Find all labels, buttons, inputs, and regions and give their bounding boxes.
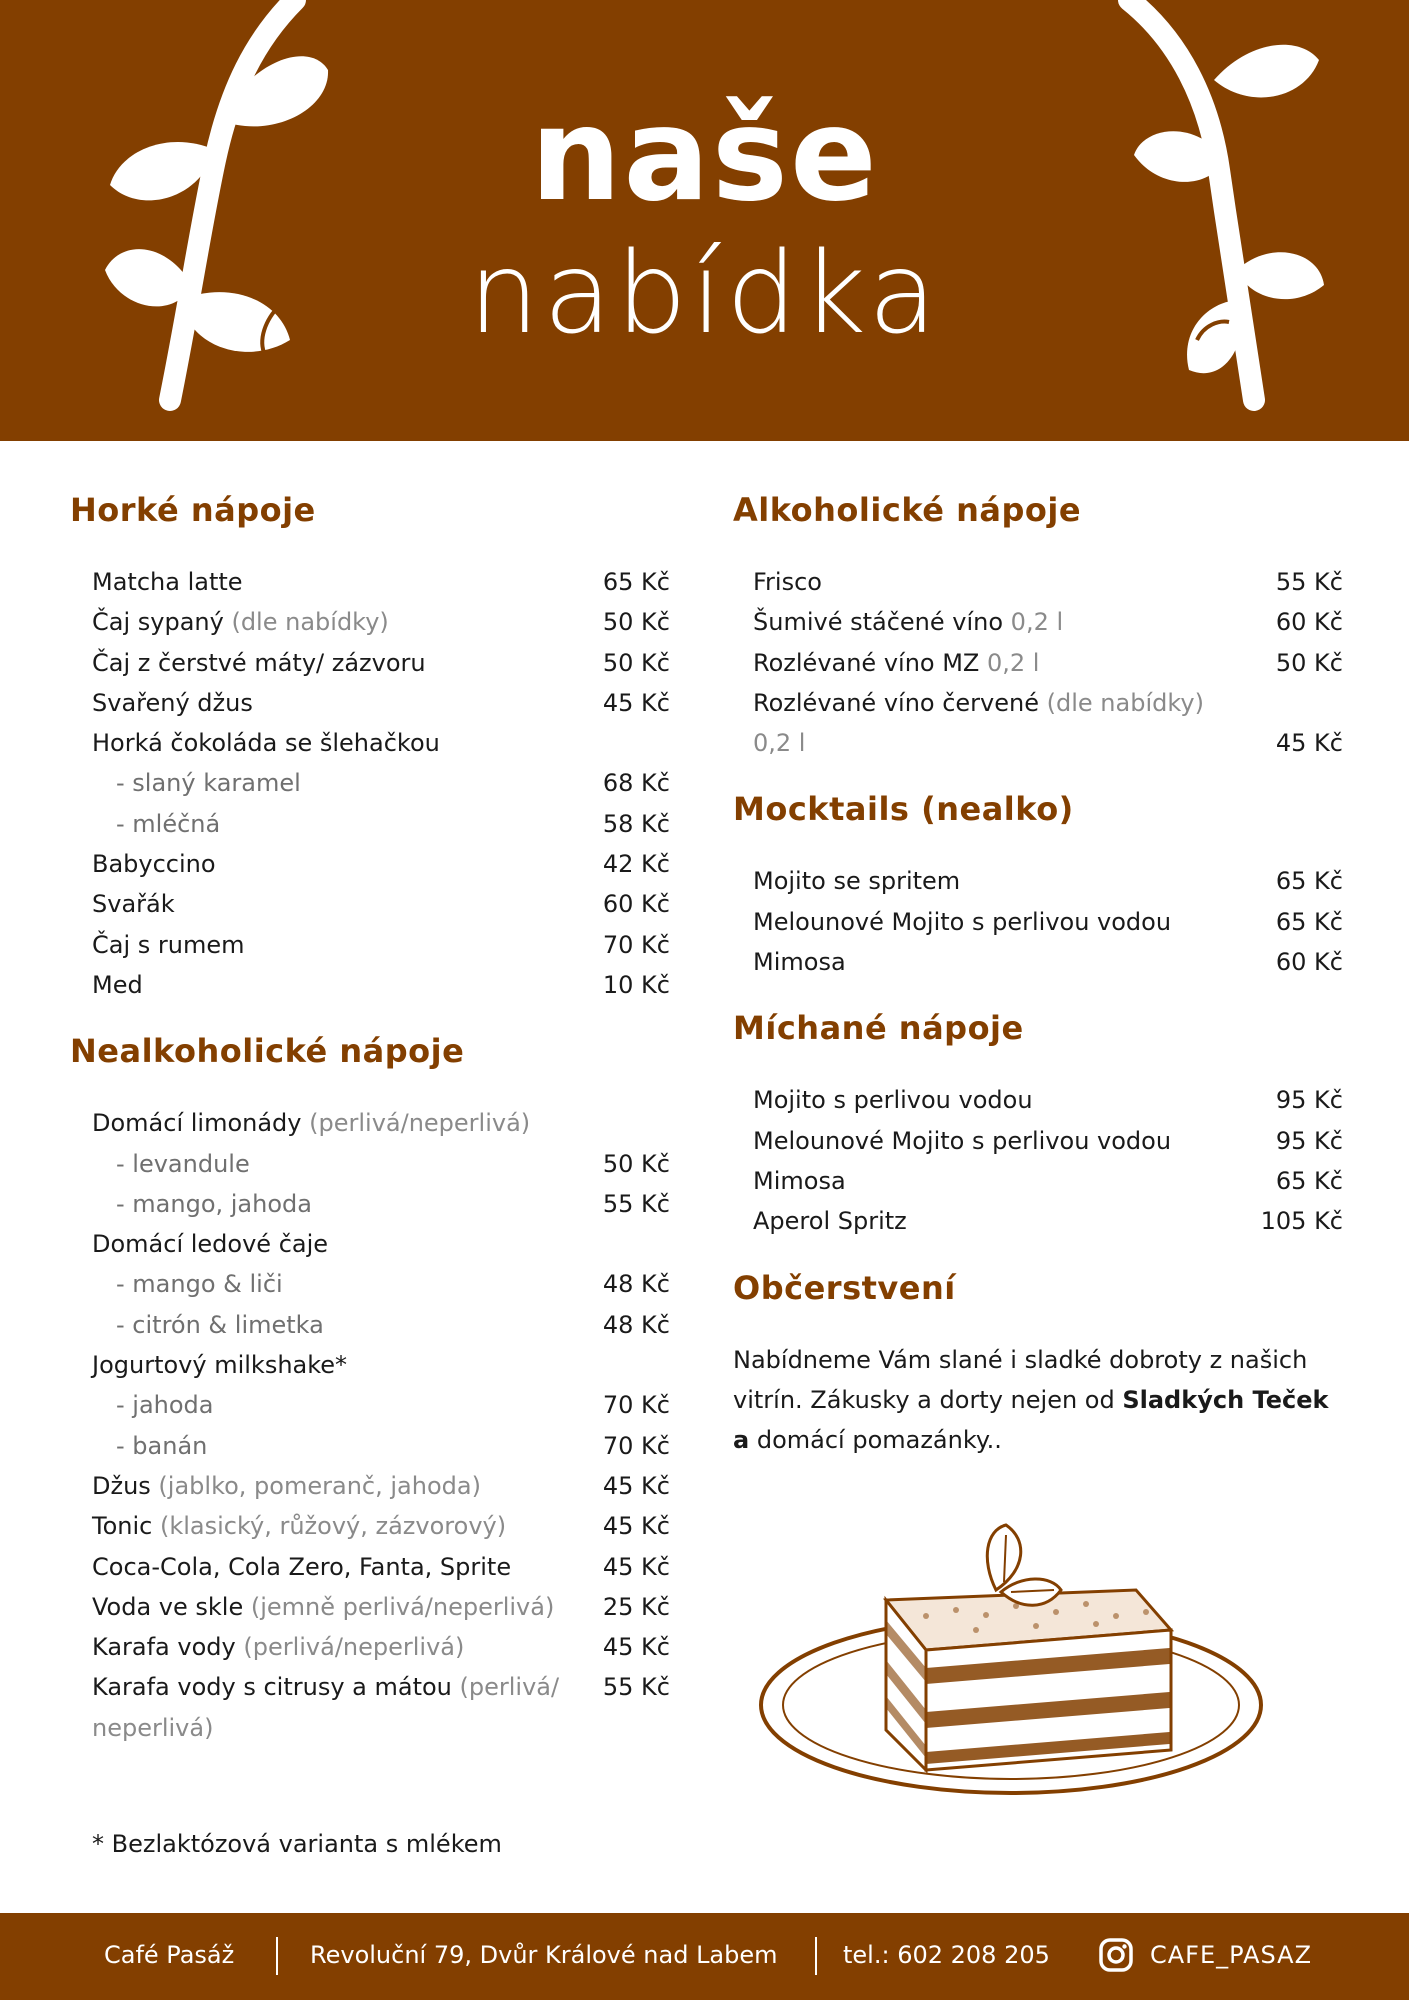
item-label: Džus: [92, 1471, 151, 1500]
item-label: Šumivé stáčené víno: [753, 608, 1004, 637]
item-price: 55 Kč: [1275, 568, 1343, 596]
menu-list: [733, 1080, 1343, 1241]
item-note: (jablko, pomeranč, jahoda): [150, 1471, 481, 1500]
menu-item: [92, 643, 670, 683]
item-price: 70 Kč: [602, 1431, 670, 1460]
cake-illustration-icon: [756, 1520, 1276, 1810]
menu-item: [92, 1506, 670, 1546]
item-name: [92, 884, 580, 924]
header-banner: [0, 0, 1409, 441]
menu-item: [92, 1466, 670, 1506]
menu-list: [733, 861, 1343, 982]
item-label: Voda ve skle: [92, 1592, 244, 1621]
menu-item: [753, 942, 1343, 982]
item-price: 95 Kč: [1275, 1086, 1343, 1115]
item-name: [92, 1426, 580, 1466]
item-price: 65 Kč: [602, 568, 670, 596]
menu-item: [753, 643, 1343, 683]
item-label: Tonic: [92, 1512, 153, 1541]
menu-subitem: [92, 763, 670, 803]
item-price: 55 Kč: [602, 1673, 670, 1702]
menu-subitem: [92, 1184, 670, 1224]
item-label: Karafa vody: [92, 1633, 236, 1662]
menu-item: [753, 861, 1343, 901]
item-name: [92, 1305, 580, 1345]
menu-item: [92, 925, 670, 965]
menu-item: [753, 602, 1343, 642]
right-column: [733, 488, 1343, 1484]
item-price: 65 Kč: [1275, 867, 1343, 896]
menu-item: [92, 683, 670, 723]
menu-list: [70, 1103, 670, 1748]
item-label: Babyccino: [92, 850, 216, 879]
item-name: [753, 942, 1253, 982]
item-label: Med: [92, 970, 143, 999]
section-title: Mocktails (nealko): [733, 790, 1074, 829]
item-price: 45 Kč: [602, 1552, 670, 1581]
item-label: Frisco: [753, 568, 822, 596]
item-name: [92, 1506, 580, 1546]
menu-item: [92, 723, 670, 763]
item-name: [92, 723, 580, 763]
snacks-description: [733, 1340, 1343, 1461]
item-label: Jogurtový milkshake*: [92, 1351, 348, 1380]
section-mocktails: [733, 787, 1343, 982]
menu-subitem: [92, 1305, 670, 1345]
item-label: - levandule: [116, 1149, 250, 1178]
instagram-handle[interactable]: CAFE_PASAZ: [1150, 1941, 1313, 1969]
item-price: 50 Kč: [602, 648, 670, 677]
item-label: - citrón & limetka: [116, 1310, 324, 1339]
cafe-phone: tel.: 602 208 205: [843, 1941, 1050, 1969]
item-name: [92, 965, 580, 1005]
item-price: 60 Kč: [1275, 948, 1343, 977]
item-label: Domácí limonády: [92, 1109, 302, 1138]
item-name: [92, 804, 580, 844]
lactose-footnote: * Bezlaktózová varianta s mlékem: [92, 1830, 502, 1858]
item-note: (klasický, růžový, zázvorový): [152, 1512, 507, 1541]
item-label: Svařák: [92, 890, 175, 919]
menu-list: [733, 562, 1343, 763]
vine-right-icon: [1089, 0, 1349, 441]
item-note: 0,2 l: [1003, 608, 1064, 637]
item-label: - mango & liči: [116, 1270, 283, 1299]
item-price: 48 Kč: [602, 1310, 670, 1339]
item-name: [92, 602, 580, 642]
item-note: (perlivá/neperlivá): [235, 1633, 465, 1662]
section-hot-drinks: [70, 488, 670, 1005]
menu-item: [753, 683, 1343, 764]
item-name: [92, 925, 580, 965]
item-label: - slaný karamel: [116, 769, 301, 798]
section-soft-drinks: [70, 1029, 670, 1748]
item-name: [92, 562, 580, 602]
item-name: [753, 902, 1253, 942]
item-price: 58 Kč: [602, 809, 670, 838]
item-price: 60 Kč: [602, 890, 670, 919]
item-price: 70 Kč: [602, 1391, 670, 1420]
menu-item: [753, 1121, 1343, 1161]
item-price: 45 Kč: [602, 688, 670, 717]
item-price: 105 Kč: [1260, 1207, 1343, 1236]
menu-item: [753, 1080, 1343, 1120]
item-label: Domácí ledové čaje: [92, 1230, 329, 1259]
footer-divider: [815, 1937, 817, 1975]
section-title: Nealkoholické nápoje: [70, 1032, 465, 1071]
menu-item: [92, 1345, 670, 1385]
item-name: [92, 1627, 580, 1667]
item-price: 25 Kč: [602, 1592, 670, 1621]
item-label: Matcha latte: [92, 568, 243, 596]
item-label: Mojito s perlivou vodou: [753, 1086, 1033, 1115]
item-note: (dle nabídky) 0,2 l: [753, 688, 1204, 758]
cafe-address: Revoluční 79, Dvůr Králové nad Labem: [310, 1941, 778, 1969]
item-name: [92, 844, 580, 884]
item-price: 55 Kč: [602, 1189, 670, 1218]
menu-item: [92, 1587, 670, 1627]
section-title: Míchané nápoje: [733, 1009, 1024, 1048]
menu-item: [753, 902, 1343, 942]
item-label: Karafa vody s citrusy a mátou: [92, 1673, 452, 1702]
menu-item: [92, 844, 670, 884]
item-name: [92, 1184, 580, 1224]
item-label: Svařený džus: [92, 688, 253, 717]
cafe-name: Café Pasáž: [104, 1941, 235, 1969]
item-label: - mléčná: [116, 809, 221, 838]
item-price: 65 Kč: [1275, 1166, 1343, 1195]
item-name: [92, 643, 580, 683]
item-name: [92, 1103, 580, 1143]
menu-item: [753, 1201, 1343, 1241]
menu-title-line2: nabídka: [468, 229, 941, 359]
menu-item: [92, 884, 670, 924]
item-name: [92, 1224, 580, 1264]
item-label: Melounové Mojito s perlivou vodou: [753, 907, 1172, 936]
menu-item: [92, 562, 670, 602]
item-price: 68 Kč: [602, 769, 670, 798]
item-price: 45 Kč: [602, 1512, 670, 1541]
item-label: Mimosa: [753, 948, 846, 977]
section-title: Horké nápoje: [70, 491, 316, 529]
menu-item: [92, 1667, 670, 1748]
item-price: 45 Kč: [602, 1471, 670, 1500]
menu-item: [92, 1627, 670, 1667]
item-price: 70 Kč: [602, 930, 670, 959]
item-note: (jemně perlivá/neperlivá): [243, 1592, 555, 1621]
item-note: (perlivá/ neperlivá): [92, 1673, 560, 1742]
item-name: [753, 643, 1253, 683]
item-note: 0,2 l: [979, 648, 1040, 677]
menu-item: [753, 562, 1343, 602]
menu-item: [92, 1224, 670, 1264]
menu-subitem: [92, 1264, 670, 1304]
menu-title-line1: naše: [530, 81, 879, 230]
menu-subitem: [92, 1144, 670, 1184]
snacks-text: Nabídneme Vám slané i sladké dobroty z našich vitrín. Zákusky a dorty nejen od: [733, 1345, 1308, 1414]
menu-subitem: [92, 1426, 670, 1466]
snacks-bold-text: Sladkých Teček a: [733, 1385, 1329, 1455]
item-price: 65 Kč: [1275, 907, 1343, 936]
item-price: 48 Kč: [602, 1270, 670, 1299]
vine-left-icon: [80, 0, 340, 441]
item-name: [92, 763, 580, 803]
item-name: [753, 1121, 1253, 1161]
item-name: [92, 1264, 580, 1304]
item-price: 42 Kč: [602, 850, 670, 879]
item-label: - mango, jahoda: [116, 1189, 312, 1218]
section-title: Alkoholické nápoje: [733, 491, 1082, 529]
item-label: Rozlévané víno červené: [753, 688, 1039, 717]
item-label: Melounové Mojito s perlivou vodou: [753, 1126, 1172, 1155]
item-label: Aperol Spritz: [753, 1207, 907, 1236]
section-alcoholic-drinks: [733, 488, 1343, 763]
item-price: 60 Kč: [1275, 608, 1343, 637]
item-name: [92, 1144, 580, 1184]
item-name: [753, 602, 1253, 642]
item-label: Rozlévané víno MZ: [753, 648, 980, 677]
menu-subitem: [92, 1385, 670, 1425]
item-name: [753, 562, 1253, 602]
item-price: 45 Kč: [602, 1633, 670, 1662]
item-name: [753, 683, 1253, 764]
item-label: - jahoda: [116, 1391, 214, 1420]
item-label: - banán: [116, 1431, 208, 1460]
item-note: (dle nabídky): [223, 608, 389, 637]
menu-item: [92, 965, 670, 1005]
item-note: (perlivá/neperlivá): [301, 1109, 531, 1138]
item-name: [92, 1466, 580, 1506]
item-price: 50 Kč: [602, 1149, 670, 1178]
menu-item: [92, 602, 670, 642]
item-name: [753, 1161, 1253, 1201]
item-name: [753, 1080, 1253, 1120]
footer-bar: [0, 1913, 1409, 2000]
left-column: [70, 488, 670, 1772]
footer-divider: [276, 1937, 278, 1975]
item-label: Mojito se spritem: [753, 867, 961, 896]
menu-item: [92, 1103, 670, 1143]
item-name: [92, 1667, 580, 1748]
item-label: Horká čokoláda se šlehačkou: [92, 729, 440, 758]
item-price: 10 Kč: [602, 970, 670, 999]
instagram-icon: [1098, 1937, 1134, 1973]
item-name: [92, 683, 580, 723]
item-name: [753, 861, 1253, 901]
section-mixed-drinks: [733, 1006, 1343, 1241]
item-label: Čaj z čerstvé máty/ zázvoru: [92, 648, 426, 677]
section-snacks: [733, 1266, 1343, 1461]
item-price: 95 Kč: [1275, 1126, 1343, 1155]
item-price: 45 Kč: [1275, 729, 1343, 758]
item-label: Coca-Cola, Cola Zero, Fanta, Sprite: [92, 1552, 512, 1581]
item-label: Mimosa: [753, 1166, 846, 1195]
item-name: [92, 1587, 580, 1627]
snacks-text-end: domácí pomazánky..: [749, 1426, 1002, 1455]
menu-list: [70, 562, 670, 1005]
item-price: 50 Kč: [602, 608, 670, 637]
menu-subitem: [92, 804, 670, 844]
item-price: 50 Kč: [1275, 648, 1343, 677]
item-label: Čaj sypaný: [92, 608, 224, 637]
item-label: Čaj s rumem: [92, 930, 245, 959]
menu-item: [92, 1547, 670, 1587]
item-name: [92, 1385, 580, 1425]
item-name: [92, 1345, 580, 1385]
section-title: Občerstvení: [733, 1268, 956, 1307]
item-name: [753, 1201, 1253, 1241]
menu-item: [753, 1161, 1343, 1201]
item-name: [92, 1547, 580, 1587]
